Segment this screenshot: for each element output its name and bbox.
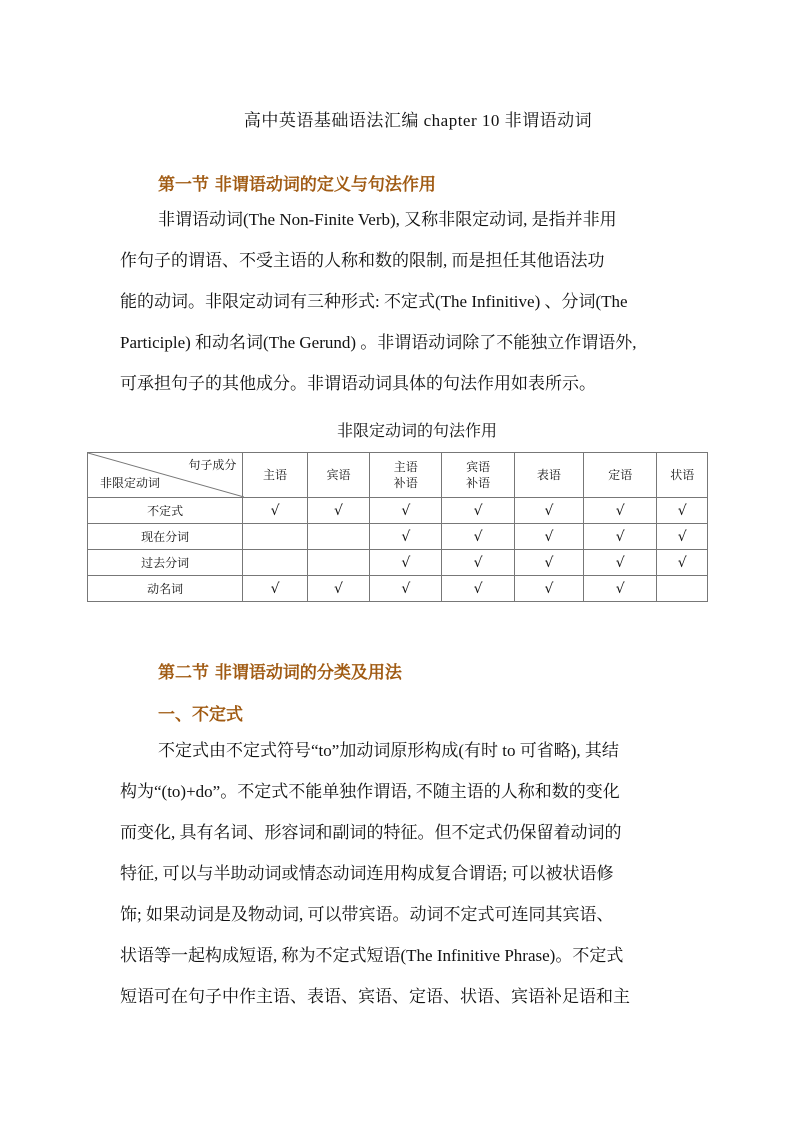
paragraph-line: 不定式由不定式符号“to”加动词原形构成(有时 to 可省略), 其结 [158,741,619,760]
document-title: 高中英语基础语法汇编 chapter 10 非谓语动词 [243,111,593,130]
paragraph-line: 短语可在句子中作主语、表语、宾语、定语、状语、宾语补足语和主 [120,987,630,1006]
table-cell [307,524,369,550]
table-cell: √ [584,550,657,576]
table-cell: √ [243,498,307,524]
table-cell: √ [657,498,708,524]
section2-paragraph [120,730,680,1017]
table-row [88,576,708,602]
table-cell [243,524,307,550]
table-cell: √ [442,498,514,524]
corner-top-label: 句子成分 [188,458,237,472]
paragraph-line: 特征, 可以与半助动词或情态动词连用构成复合谓语; 可以被状语修 [120,864,614,883]
table-cell: √ [243,576,307,602]
table-cell: √ [370,576,442,602]
column-header: 主语 补语 [370,453,442,498]
table-cell: √ [514,498,583,524]
column-header: 状语 [657,453,708,498]
table-cell: √ [514,576,583,602]
paragraph-line: 非谓语动词(The Non-Finite Verb), 又称非限定动词, 是指并非用 [158,210,617,229]
table-cell: √ [442,576,514,602]
table-cell: √ [370,498,442,524]
table-cell: √ [657,550,708,576]
table-cell: √ [307,576,369,602]
table-cell: √ [370,524,442,550]
paragraph-line: Participle) 和动名词(The Gerund) 。非谓语动词除了不能独立作谓语外, [120,333,637,352]
table-header-row [88,453,708,498]
column-header: 宾语 [307,453,369,498]
subsection-heading-infinitive: 一、不定式 [158,705,243,725]
table-cell: √ [514,524,583,550]
column-header: 表语 [514,453,583,498]
paragraph-line: 可承担句子的其他成分。非谓语动词具体的句法作用如表所示。 [120,374,596,393]
table-corner-cell [88,453,243,498]
column-header: 主语 [243,453,307,498]
paragraph-line: 作句子的谓语、不受主语的人称和数的限制, 而是担任其他语法功 [120,251,605,270]
table-cell: √ [514,550,583,576]
table-cell: √ [442,524,514,550]
table-cell: √ [584,524,657,550]
table-row [88,524,708,550]
table-caption: 非限定动词的句法作用 [336,423,497,440]
table-cell: √ [370,550,442,576]
section-heading-1: 第一节 非谓语动词的定义与句法作用 [158,175,436,195]
row-label: 现在分词 [88,524,243,550]
column-header: 宾语 补语 [442,453,514,498]
section1-paragraph [120,199,680,404]
row-label: 过去分词 [88,550,243,576]
section-heading-2: 第二节 非谓语动词的分类及用法 [158,663,402,683]
table-cell: √ [584,498,657,524]
table-row [88,550,708,576]
table-cell: √ [584,576,657,602]
table-row [88,498,708,524]
table-cell [307,550,369,576]
paragraph-line: 饰; 如果动词是及物动词, 可以带宾语。动词不定式可连同其宾语、 [120,905,614,924]
table-cell [657,576,708,602]
table-cell: √ [657,524,708,550]
table-cell: √ [307,498,369,524]
row-label: 动名词 [88,576,243,602]
paragraph-line: 而变化, 具有名词、形容词和副词的特征。但不定式仍保留着动词的 [120,823,622,842]
table-cell: √ [442,550,514,576]
syntax-function-table [87,452,708,602]
paragraph-line: 构为“(to)+do”。不定式不能单独作谓语, 不随主语的人称和数的变化 [120,782,620,801]
paragraph-line: 能的动词。非限定动词有三种形式: 不定式(The Infinitive) 、分词(The [120,292,628,311]
column-header: 定语 [584,453,657,498]
paragraph-line: 状语等一起构成短语, 称为不定式短语(The Infinitive Phrase)。不定式 [120,946,624,965]
row-label: 不定式 [88,498,243,524]
corner-bottom-label: 非限定动词 [100,476,161,490]
table-cell [243,550,307,576]
